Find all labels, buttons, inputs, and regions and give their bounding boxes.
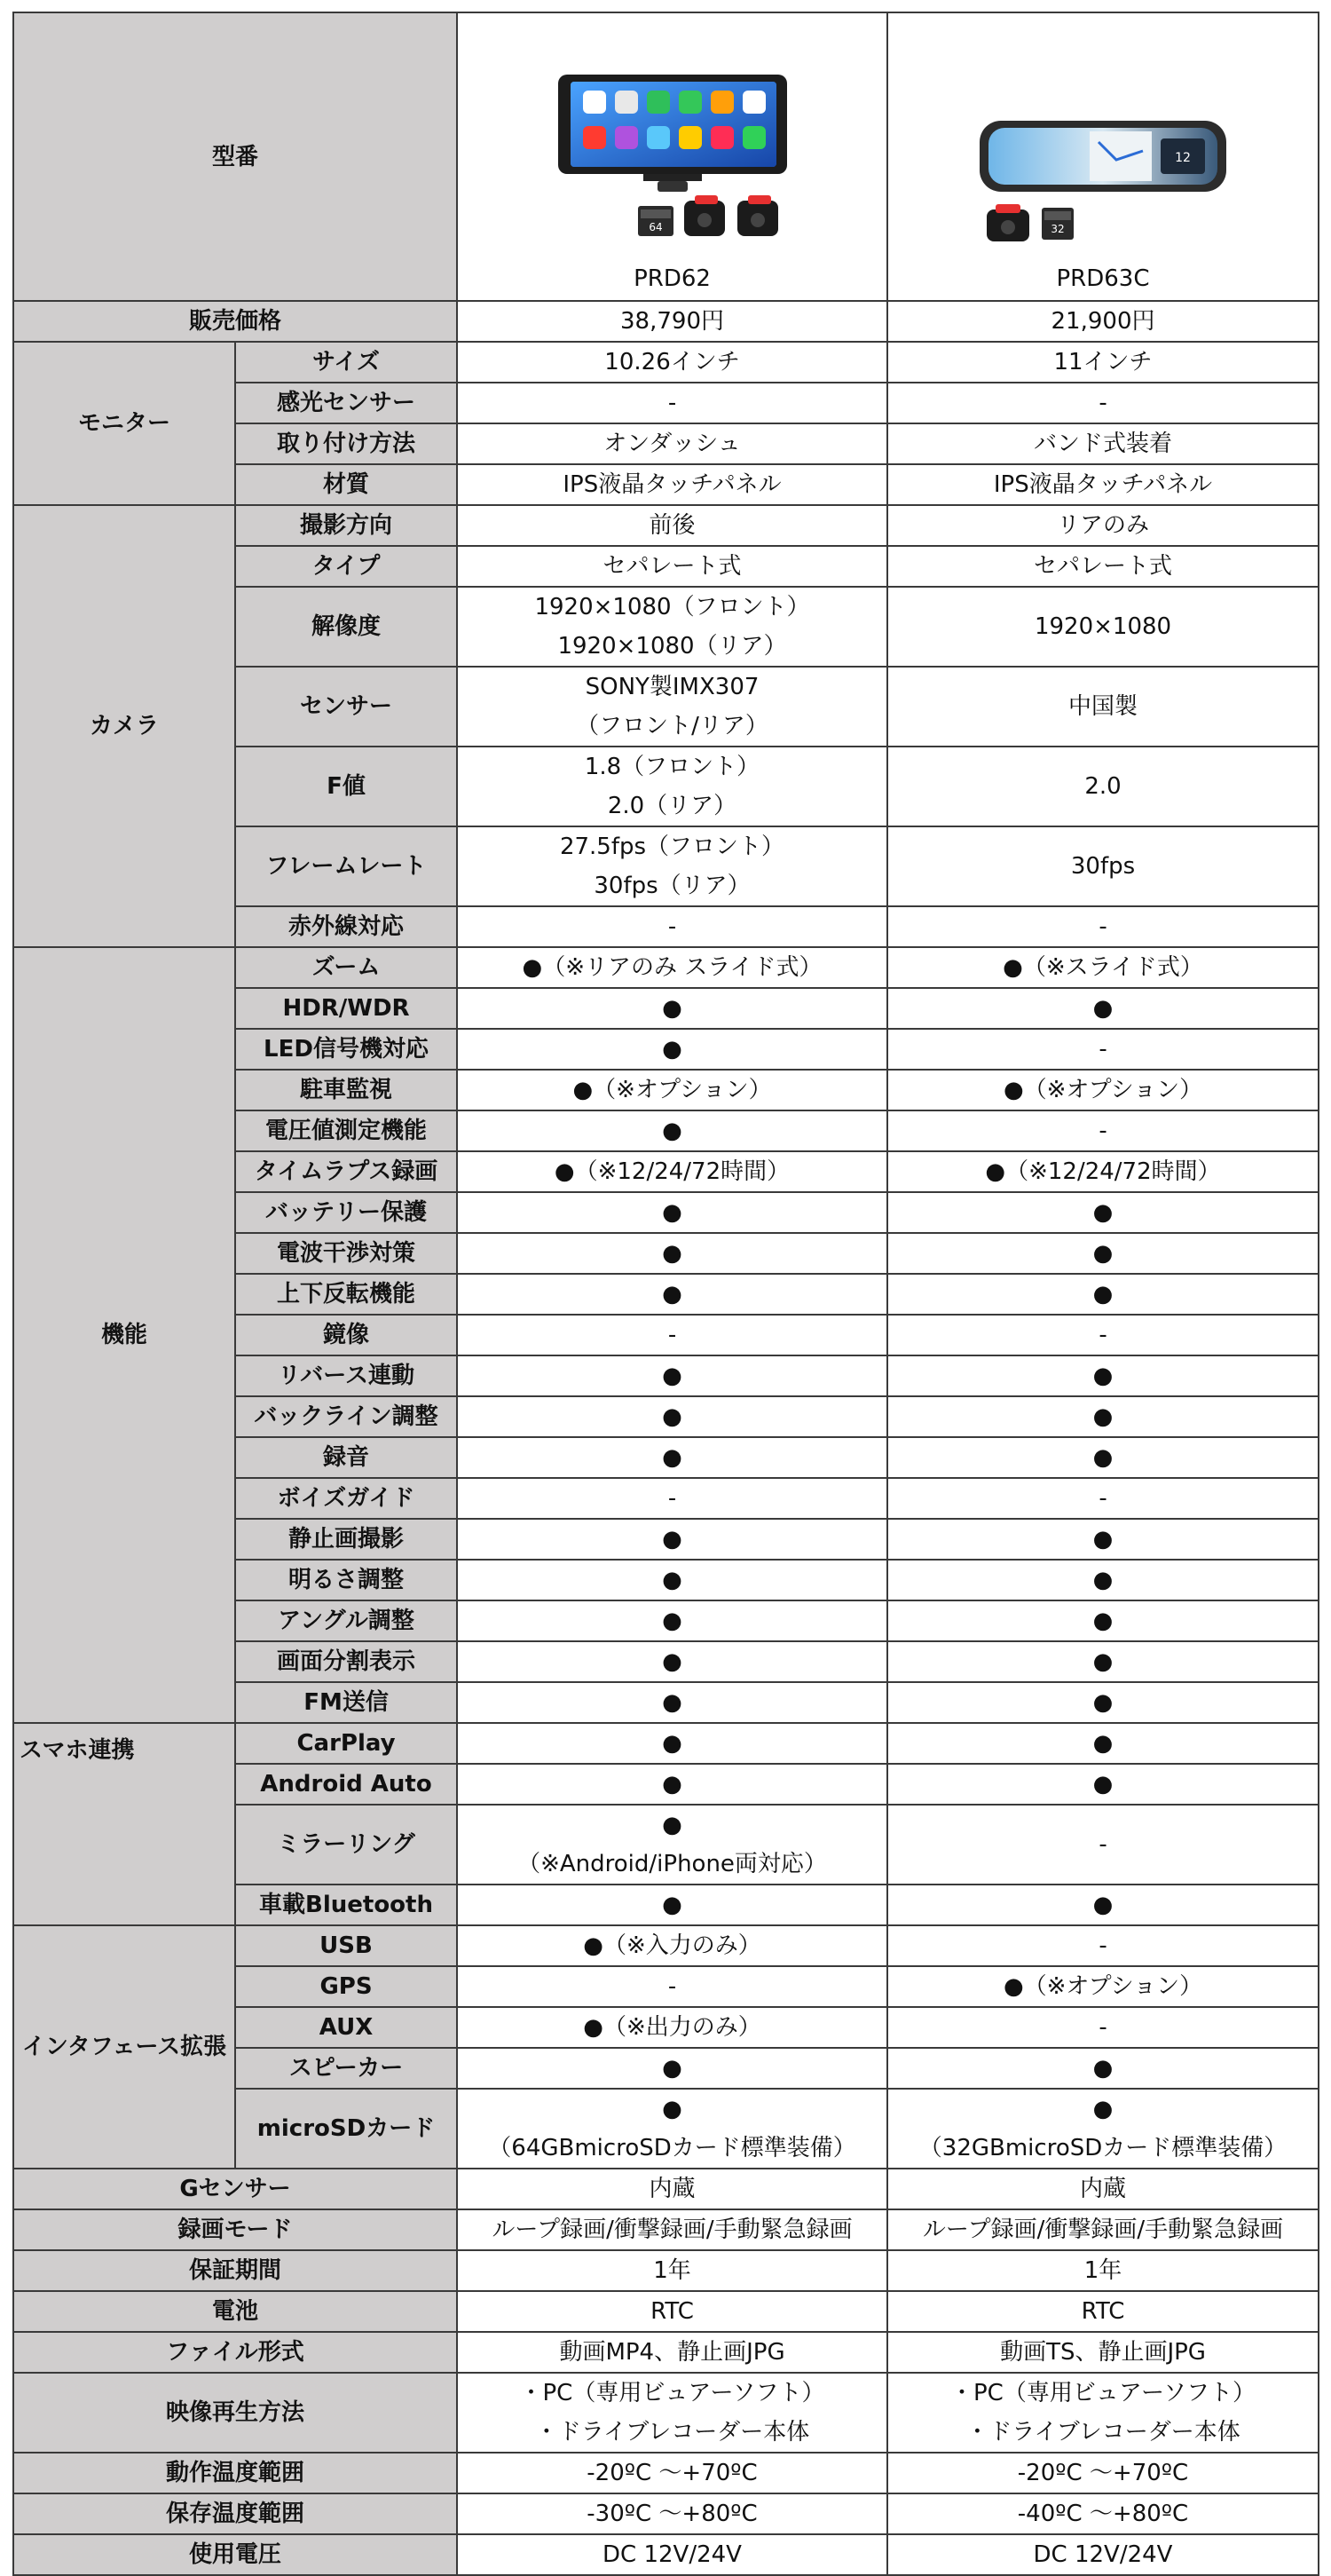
value-prd63c — [887, 1233, 1319, 1274]
value-prd63c-line: ・ドライブレコーダー本体 — [965, 2419, 1240, 2446]
value-prd62-line: 1年 — [653, 2257, 691, 2284]
value-prd62 — [457, 423, 887, 464]
value-prd63c — [887, 906, 1319, 947]
value-prd62-line: - — [667, 1485, 677, 1512]
value-prd63c — [887, 2048, 1319, 2089]
value-prd63c-line: （32GBmicroSDカード標準装備） — [918, 2135, 1288, 2161]
row-label: 保証期間 — [13, 2250, 457, 2291]
value-prd62-line: ● — [662, 2055, 682, 2082]
row-label: ボイズガイド — [235, 1478, 457, 1519]
value-prd62-line: ● — [662, 1771, 682, 1798]
value-prd63c — [887, 1764, 1319, 1805]
value-prd62-line: SONY製IMX307 — [585, 674, 760, 700]
value-prd63c — [887, 1885, 1319, 1925]
price-prd63c: 21,900円 — [887, 301, 1319, 342]
spec-comparison-table — [12, 12, 1319, 2576]
model-cell-prd62 — [457, 12, 887, 301]
value-prd63c-line: - — [1099, 1831, 1107, 1858]
value-prd62-line: IPS液晶タッチパネル — [563, 471, 782, 498]
value-prd63c — [887, 1315, 1319, 1355]
value-prd63c — [887, 423, 1319, 464]
value-prd62-line: 27.5fps（フロント） — [559, 834, 785, 860]
value-prd62-line: RTC — [650, 2298, 694, 2325]
value-prd63c-line: RTC — [1081, 2298, 1125, 2325]
row-label: 静止画撮影 — [235, 1519, 457, 1560]
value-prd62-line: ● — [662, 1812, 682, 1838]
monitor-row — [13, 342, 1319, 383]
value-prd63c-line: - — [1099, 1118, 1107, 1144]
row-label: 鏡像 — [235, 1315, 457, 1355]
row-label: バックライン調整 — [235, 1396, 457, 1437]
model-name-prd63c: PRD63C — [1056, 265, 1150, 292]
value-prd62-line: - — [667, 1322, 677, 1348]
value-prd63c — [887, 1274, 1319, 1315]
value-prd62 — [457, 1478, 887, 1519]
value-prd63c — [887, 1151, 1319, 1192]
value-prd63c-line: 1年 — [1083, 2257, 1122, 2284]
value-prd62-line: DC 12V/24V — [602, 2541, 742, 2568]
value-prd62-line: ●（※リアのみ スライド式） — [522, 954, 823, 981]
row-label: 感光センサー — [235, 383, 457, 423]
row-label: HDR/WDR — [235, 988, 457, 1029]
value-prd62 — [457, 2048, 887, 2089]
value-prd62 — [457, 1192, 887, 1233]
value-prd62-line: オンダッシュ — [603, 431, 741, 457]
value-prd63c-line: ● — [1092, 1444, 1114, 1471]
row-label: 取り付け方法 — [235, 423, 457, 464]
bottom-row — [13, 2373, 1319, 2453]
value-prd63c — [887, 1070, 1319, 1110]
bottom-row — [13, 2169, 1319, 2209]
value-prd63c — [887, 667, 1319, 747]
value-prd63c — [887, 546, 1319, 587]
row-label: 電圧値測定機能 — [235, 1110, 457, 1151]
value-prd62 — [457, 2169, 887, 2209]
value-prd63c — [887, 2534, 1319, 2575]
value-prd62 — [457, 906, 887, 947]
row-label: 電池 — [13, 2291, 457, 2332]
row-label: 撮影方向 — [235, 505, 457, 546]
value-prd62 — [457, 1641, 887, 1682]
value-prd63c-line: ● — [1092, 1363, 1114, 1389]
value-prd62-line: ● — [662, 1199, 682, 1226]
bottom-row — [13, 2250, 1319, 2291]
value-prd62-line: ・ドライブレコーダー本体 — [534, 2419, 810, 2446]
row-label: 映像再生方法 — [13, 2373, 457, 2453]
row-label: F値 — [235, 747, 457, 826]
value-prd62-line: 1.8（フロント） — [584, 754, 760, 780]
row-label: タイプ — [235, 546, 457, 587]
value-prd62 — [457, 383, 887, 423]
value-prd63c-line: 動画TS、静止画JPG — [1000, 2339, 1206, 2366]
value-prd63c-line: DC 12V/24V — [1033, 2541, 1173, 2568]
sd-badge-64: 64 — [648, 221, 663, 233]
row-label: 解像度 — [235, 587, 457, 667]
sd-badge-32: 32 — [1051, 223, 1065, 235]
value-prd63c-line: -20ºC ～+70ºC — [1017, 2460, 1189, 2486]
svg-text:12: 12 — [1175, 151, 1191, 165]
value-prd62-line: 30fps（リア） — [594, 873, 751, 899]
value-prd63c — [887, 2332, 1319, 2373]
value-prd62 — [457, 747, 887, 826]
value-prd62-line: ループ録画/衝撃録画/手動緊急録画 — [492, 2216, 853, 2243]
value-prd63c — [887, 2373, 1319, 2453]
value-prd62 — [457, 1519, 887, 1560]
row-label: アングル調整 — [235, 1600, 457, 1641]
value-prd63c-line: ● — [1092, 1689, 1114, 1716]
category-monitor: モニター — [13, 342, 235, 505]
value-prd63c-line: バンド式装着 — [1034, 431, 1173, 457]
value-prd62 — [457, 1029, 887, 1070]
value-prd63c — [887, 1641, 1319, 1682]
row-label: 車載Bluetooth — [235, 1885, 457, 1925]
value-prd63c-line: ● — [1092, 1526, 1114, 1553]
value-prd62 — [457, 1723, 887, 1764]
value-prd62 — [457, 1560, 887, 1600]
function-row — [13, 947, 1319, 988]
value-prd63c — [887, 1437, 1319, 1478]
value-prd63c-line: IPS液晶タッチパネル — [993, 471, 1213, 498]
value-prd62-line: 前後 — [649, 512, 696, 539]
value-prd62 — [457, 2373, 887, 2453]
prd62-product-image — [553, 71, 792, 249]
value-prd63c — [887, 2007, 1319, 2048]
value-prd63c — [887, 1600, 1319, 1641]
value-prd63c-line: ●（※オプション） — [1003, 1973, 1203, 2000]
value-prd63c — [887, 383, 1319, 423]
value-prd62-line: 内蔵 — [649, 2176, 696, 2202]
value-prd63c-line: ● — [1092, 1892, 1114, 1918]
bottom-row — [13, 2332, 1319, 2373]
value-prd62-line: ● — [662, 1892, 682, 1918]
value-prd63c-line: ループ録画/衝撃録画/手動緊急録画 — [922, 2216, 1284, 2243]
prd63c-product-image — [974, 115, 1232, 249]
value-prd62-line: セパレート式 — [602, 553, 742, 580]
value-prd62 — [457, 1151, 887, 1192]
value-prd62 — [457, 947, 887, 988]
row-label: Android Auto — [235, 1764, 457, 1805]
value-prd63c-line: ●（※スライド式） — [1003, 954, 1203, 981]
value-prd63c-line: 中国製 — [1068, 693, 1138, 720]
value-prd63c — [887, 1396, 1319, 1437]
value-prd62-line: 1920×1080（フロント） — [534, 594, 810, 620]
value-prd63c-line: ● — [1092, 2096, 1114, 2122]
value-prd62-line: -30ºC ～+80ºC — [587, 2501, 758, 2527]
category-smartphone: スマホ連携 — [13, 1723, 235, 1925]
value-prd62-line: 10.26インチ — [604, 349, 740, 375]
value-prd62 — [457, 1110, 887, 1151]
value-prd63c-line: ●（※オプション） — [1003, 1077, 1203, 1103]
row-label: 電波干渉対策 — [235, 1233, 457, 1274]
row-label: フレームレート — [235, 826, 457, 906]
row-label: 赤外線対応 — [235, 906, 457, 947]
value-prd62-line: - — [667, 390, 677, 416]
value-prd63c-line: ● — [1092, 1771, 1114, 1798]
value-prd62 — [457, 2534, 887, 2575]
value-prd62-line: 動画MP4、静止画JPG — [559, 2339, 785, 2366]
value-prd62-line: ● — [662, 2096, 682, 2122]
value-prd62-line: ・PC（専用ビュアーソフト） — [519, 2380, 825, 2406]
row-label: Gセンサー — [13, 2169, 457, 2209]
row-label: USB — [235, 1925, 457, 1966]
value-prd62 — [457, 667, 887, 747]
value-prd63c — [887, 1805, 1319, 1885]
row-label: 保存温度範囲 — [13, 2493, 457, 2534]
value-prd63c — [887, 1925, 1319, 1966]
interface-row — [13, 1925, 1319, 1966]
bottom-row — [13, 2453, 1319, 2493]
value-prd62-line: ● — [662, 1730, 682, 1757]
row-label: バッテリー保護 — [235, 1192, 457, 1233]
value-prd62-line: ●（※オプション） — [572, 1077, 772, 1103]
value-prd63c-line: -40ºC ～+80ºC — [1017, 2501, 1189, 2527]
value-prd62 — [457, 464, 887, 505]
model-label: 型番 — [13, 12, 457, 301]
value-prd63c-line: - — [1099, 1485, 1107, 1512]
value-prd62-line: ● — [662, 1567, 682, 1593]
row-label: FM送信 — [235, 1682, 457, 1723]
row-label: センサー — [235, 667, 457, 747]
row-label: 録音 — [235, 1437, 457, 1478]
row-label: 明るさ調整 — [235, 1560, 457, 1600]
value-prd63c — [887, 2291, 1319, 2332]
value-prd63c-line: ● — [1092, 1608, 1114, 1634]
value-prd63c — [887, 1560, 1319, 1600]
value-prd62-line: -20ºC ～+70ºC — [587, 2460, 758, 2486]
smartphone-row — [13, 1723, 1319, 1764]
row-label: 使用電圧 — [13, 2534, 457, 2575]
value-prd63c — [887, 826, 1319, 906]
value-prd62-line: ●（※入力のみ） — [583, 1932, 761, 1959]
row-label: ファイル形式 — [13, 2332, 457, 2373]
value-prd63c-line: ● — [1092, 1648, 1114, 1675]
value-prd63c-line: ・PC（専用ビュアーソフト） — [950, 2380, 1256, 2406]
value-prd63c-line: ● — [1092, 1567, 1114, 1593]
value-prd62-line: ● — [662, 1036, 682, 1063]
value-prd62-line: ● — [662, 995, 682, 1022]
bottom-row — [13, 2534, 1319, 2575]
value-prd63c — [887, 988, 1319, 1029]
value-prd63c-line: 内蔵 — [1080, 2176, 1127, 2202]
value-prd63c — [887, 1110, 1319, 1151]
row-label: GPS — [235, 1966, 457, 2007]
price-row — [13, 301, 1319, 342]
value-prd62-line: ● — [662, 1608, 682, 1634]
value-prd62 — [457, 2089, 887, 2169]
row-label: リバース連動 — [235, 1355, 457, 1396]
value-prd62 — [457, 587, 887, 667]
value-prd62 — [457, 1355, 887, 1396]
row-label: 材質 — [235, 464, 457, 505]
value-prd63c — [887, 2169, 1319, 2209]
value-prd63c-line: - — [1099, 390, 1107, 416]
camera-row — [13, 505, 1319, 546]
value-prd63c — [887, 2453, 1319, 2493]
value-prd62-line: （フロント/リア） — [576, 713, 768, 739]
model-name-prd62: PRD62 — [634, 265, 711, 292]
value-prd62 — [457, 2250, 887, 2291]
value-prd62 — [457, 2332, 887, 2373]
value-prd63c — [887, 1029, 1319, 1070]
value-prd63c — [887, 1682, 1319, 1723]
value-prd62 — [457, 2209, 887, 2250]
value-prd63c — [887, 587, 1319, 667]
value-prd62-line: 2.0（リア） — [607, 793, 737, 819]
row-label: CarPlay — [235, 1723, 457, 1764]
value-prd62 — [457, 1925, 887, 1966]
row-label: 上下反転機能 — [235, 1274, 457, 1315]
value-prd63c-line: ● — [1092, 2055, 1114, 2082]
value-prd62 — [457, 2493, 887, 2534]
category-camera: カメラ — [13, 505, 235, 947]
value-prd63c-line: ●（※12/24/72時間） — [985, 1158, 1221, 1185]
value-prd63c — [887, 1478, 1319, 1519]
row-label: ズーム — [235, 947, 457, 988]
row-label: microSDカード — [235, 2089, 457, 2169]
value-prd62 — [457, 1274, 887, 1315]
value-prd62 — [457, 826, 887, 906]
value-prd62 — [457, 1805, 887, 1885]
category-interface: インタフェース拡張 — [13, 1925, 235, 2169]
value-prd62 — [457, 1233, 887, 1274]
value-prd62-line: ● — [662, 1281, 682, 1308]
row-label: LED信号機対応 — [235, 1029, 457, 1070]
value-prd62-line: - — [667, 913, 677, 940]
value-prd63c — [887, 505, 1319, 546]
value-prd63c-line: - — [1099, 2014, 1107, 2041]
value-prd63c-line: 11インチ — [1053, 349, 1153, 375]
value-prd62-line: ● — [662, 1240, 682, 1267]
row-label: サイズ — [235, 342, 457, 383]
value-prd63c-line: - — [1099, 1036, 1107, 1063]
value-prd63c — [887, 342, 1319, 383]
value-prd62-line: ● — [662, 1363, 682, 1389]
value-prd63c-line: ● — [1092, 1730, 1114, 1757]
value-prd62-line: （64GBmicroSDカード標準装備） — [488, 2135, 856, 2161]
value-prd62-line: ● — [662, 1689, 682, 1716]
value-prd63c-line: - — [1099, 1322, 1107, 1348]
value-prd63c-line: - — [1099, 1932, 1107, 1959]
value-prd62 — [457, 505, 887, 546]
value-prd62 — [457, 1600, 887, 1641]
value-prd63c-line: 30fps — [1070, 853, 1136, 880]
value-prd62 — [457, 1315, 887, 1355]
value-prd62 — [457, 1885, 887, 1925]
value-prd62 — [457, 1070, 887, 1110]
row-label: ミラーリング — [235, 1805, 457, 1885]
value-prd62 — [457, 342, 887, 383]
value-prd63c-line: 2.0 — [1084, 773, 1122, 800]
model-row — [13, 12, 1319, 301]
category-function: 機能 — [13, 947, 235, 1723]
value-prd62 — [457, 2453, 887, 2493]
value-prd63c-line: ● — [1092, 995, 1114, 1022]
value-prd62-line: ●（※12/24/72時間） — [554, 1158, 791, 1185]
value-prd63c — [887, 2089, 1319, 2169]
value-prd62 — [457, 1682, 887, 1723]
row-label: タイムラプス録画 — [235, 1151, 457, 1192]
value-prd62-line: （※Android/iPhone両対応） — [517, 1851, 827, 1877]
value-prd62 — [457, 1437, 887, 1478]
value-prd63c — [887, 1966, 1319, 2007]
value-prd62-line: ● — [662, 1444, 682, 1471]
value-prd62-line: ● — [662, 1648, 682, 1675]
value-prd62 — [457, 1966, 887, 2007]
value-prd63c — [887, 2250, 1319, 2291]
row-label: 画面分割表示 — [235, 1641, 457, 1682]
value-prd63c-line: リアのみ — [1057, 512, 1150, 539]
value-prd62 — [457, 2291, 887, 2332]
value-prd62 — [457, 988, 887, 1029]
value-prd62-line: - — [667, 1973, 677, 2000]
bottom-row — [13, 2209, 1319, 2250]
value-prd63c-line: 1920×1080 — [1034, 613, 1172, 640]
value-prd63c-line: ● — [1092, 1240, 1114, 1267]
value-prd63c-line: セパレート式 — [1034, 553, 1173, 580]
row-label: 駐車監視 — [235, 1070, 457, 1110]
value-prd62-line: ●（※出力のみ） — [583, 2014, 761, 2041]
row-label: 録画モード — [13, 2209, 457, 2250]
value-prd63c — [887, 1723, 1319, 1764]
value-prd62-line: ● — [662, 1118, 682, 1144]
value-prd63c — [887, 2209, 1319, 2250]
value-prd63c-line: - — [1099, 913, 1107, 940]
value-prd63c — [887, 747, 1319, 826]
value-prd63c — [887, 1519, 1319, 1560]
value-prd62 — [457, 2007, 887, 2048]
price-prd62: 38,790円 — [457, 301, 887, 342]
value-prd63c — [887, 464, 1319, 505]
value-prd63c — [887, 1355, 1319, 1396]
value-prd62-line: ● — [662, 1526, 682, 1553]
value-prd63c — [887, 1192, 1319, 1233]
model-cell-prd63c — [887, 12, 1319, 301]
bottom-row — [13, 2493, 1319, 2534]
value-prd63c-line: ● — [1092, 1281, 1114, 1308]
row-label: スピーカー — [235, 2048, 457, 2089]
value-prd63c-line: ● — [1092, 1403, 1114, 1430]
bottom-row — [13, 2291, 1319, 2332]
row-label: 動作温度範囲 — [13, 2453, 457, 2493]
row-label: AUX — [235, 2007, 457, 2048]
value-prd62-line: 1920×1080（リア） — [557, 633, 787, 660]
value-prd63c-line: ● — [1092, 1199, 1114, 1226]
value-prd62 — [457, 1764, 887, 1805]
value-prd62 — [457, 1396, 887, 1437]
price-label: 販売価格 — [13, 301, 457, 342]
value-prd62 — [457, 546, 887, 587]
value-prd62-line: ● — [662, 1403, 682, 1430]
value-prd63c — [887, 947, 1319, 988]
value-prd63c — [887, 2493, 1319, 2534]
